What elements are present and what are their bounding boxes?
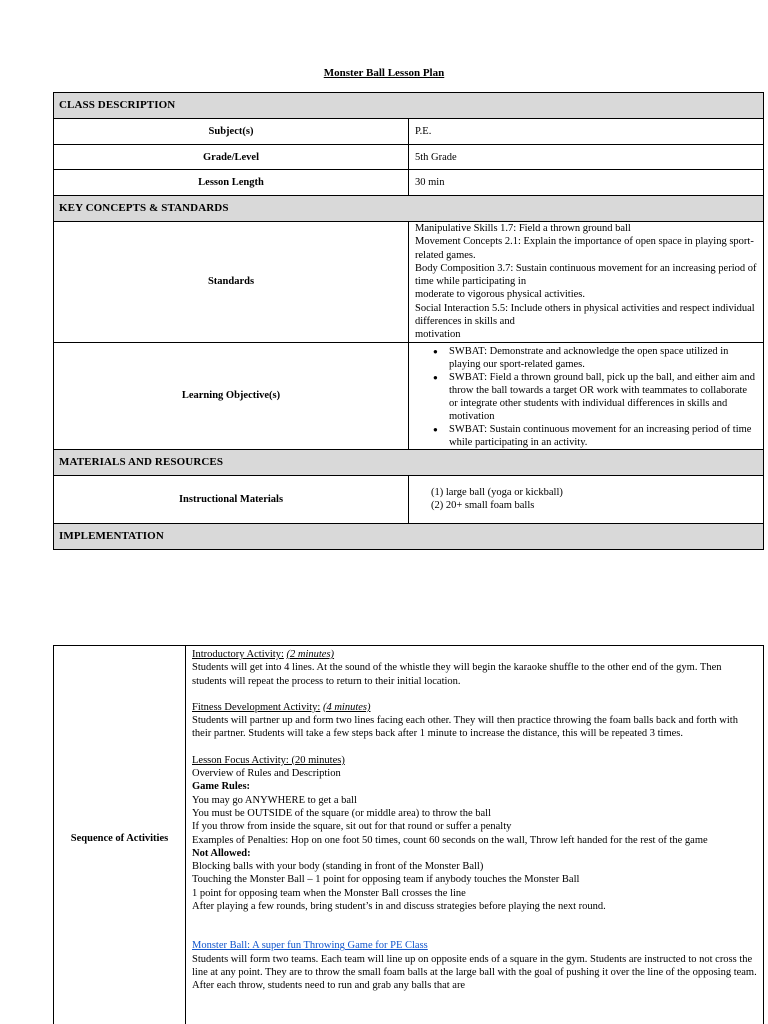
list-item: ● SWBAT: Demonstrate and acknowledge the open space utilized in playing our sport-related games. xyxy=(433,345,757,371)
video-link[interactable] xyxy=(192,939,757,952)
standard-line: Manipulative Skills 1.7: Field a thrown ground ball xyxy=(415,223,631,234)
row-instructional-materials xyxy=(54,475,764,523)
instructional-materials-label: Instructional Materials xyxy=(54,475,409,523)
objectives-list xyxy=(415,345,757,449)
standard-line: Body Composition 3.7: Sustain continuous movement for an increasing period of time while participating in xyxy=(415,262,757,288)
monster-ball-link[interactable]: Monster Ball: A super fun Throwing Game for PE Class xyxy=(192,940,428,952)
lesson-length-value: 30 min xyxy=(409,170,764,196)
row-standards xyxy=(54,222,764,343)
standard-line: Movement Concepts 2.1: Explain the importance of open space in playing sport-related games. xyxy=(415,236,754,261)
section-heading: MATERIALS AND RESOURCES xyxy=(54,449,764,475)
intro-heading: Introductory Activity: (2 minutes) xyxy=(192,649,335,660)
subject-value: P.E. xyxy=(409,119,764,145)
row-learning-objectives xyxy=(54,342,764,449)
row-subject xyxy=(54,119,764,145)
sequence-text xyxy=(186,646,764,1024)
section-class-description xyxy=(54,93,764,119)
document-title: Monster Ball Lesson Plan xyxy=(323,67,445,79)
not-allowed-item: Blocking balls with your body (standing in front of the Monster Ball) xyxy=(192,861,484,873)
section-heading: KEY CONCEPTS & STANDARDS xyxy=(54,196,764,222)
materials-list xyxy=(415,486,757,512)
intro-text: Students will get into 4 lines. At the sound of the whistle they will begin the karaoke shuffle to the other end of the gym. Then students will repeat the process to return to their initial location. xyxy=(192,662,722,687)
game-rule: If you throw from inside the square, sit out for that round or suffer a penalty xyxy=(192,821,512,833)
sequence-label: Sequence of Activities xyxy=(54,646,186,1024)
fitness-heading: Fitness Development Activity: (4 minutes) xyxy=(192,701,371,713)
list-item: ● SWBAT: Sustain continuous movement for an increasing period of time while participating in an activity. xyxy=(433,423,757,449)
focus-heading: Lesson Focus Activity: (20 minutes) xyxy=(192,754,345,766)
not-allowed-item: 1 point for opposing team when the Monster Ball crosses the line xyxy=(192,887,466,899)
subject-label: Subject(s) xyxy=(54,119,409,145)
section-key-concepts xyxy=(54,196,764,222)
lesson-length-label: Lesson Length xyxy=(54,170,409,196)
not-allowed-item: After playing a few rounds, bring student’s in and discuss strategies before playing the next round. xyxy=(192,901,606,913)
standard-line: moderate to vigorous physical activities. xyxy=(415,289,585,301)
game-description: Students will form two teams. Each team will line up on opposite ends of a square in the gym. Students are instructed to not cross the line at any point. They are to throw the small foam balls at the large ball with the goal of pushing it over the line of the opposing team. After each throw, students need to run and grab any balls that are xyxy=(192,953,757,992)
row-lesson-length xyxy=(54,170,764,196)
section-heading: IMPLEMENTATION xyxy=(54,523,764,549)
list-item: ● SWBAT: Field a thrown ground ball, pick up the ball, and either aim and throw the ball towards a target OR work with teammates to collaborate or integrate other students with individual differences in skills and motivation xyxy=(433,371,757,423)
standards-label: Standards xyxy=(54,222,409,343)
game-rule: You must be OUTSIDE of the square (or middle area) to throw the ball xyxy=(192,807,491,819)
grade-label: Grade/Level xyxy=(54,145,409,170)
instructional-materials-cell xyxy=(409,475,764,523)
list-item: (1) large ball (yoga or kickball) xyxy=(431,487,563,499)
sequence-table xyxy=(53,645,764,1024)
list-item: (2) 20+ small foam balls xyxy=(431,500,535,512)
game-rule: Examples of Penalties: Hop on one foot 50 times, count 60 seconds on the wall, Throw left handed for the rest of the game xyxy=(192,834,708,846)
lesson-plan-table xyxy=(53,92,764,550)
objectives-label: Learning Objective(s) xyxy=(54,342,409,449)
game-rules-heading: Game Rules: xyxy=(192,781,251,793)
fitness-text: Students will partner up and form two lines facing each other. They will then practice throwing the foam balls back and forth with their partner. Students will take a few steps back after 1 minute to increase the distance, this will be repeated 3 times. xyxy=(192,715,738,740)
section-heading: CLASS DESCRIPTION xyxy=(54,93,764,119)
overview-text: Overview of Rules and Description xyxy=(192,768,341,780)
row-sequence-of-activities xyxy=(54,646,764,1024)
section-implementation xyxy=(54,523,764,549)
not-allowed-heading: Not Allowed: xyxy=(192,847,251,859)
row-grade xyxy=(54,145,764,170)
game-rule: You may go ANYWHERE to get a ball xyxy=(192,794,357,806)
objectives-list-cell xyxy=(409,342,764,449)
not-allowed-item: Touching the Monster Ball – 1 point for opposing team if anybody touches the Monster Ball xyxy=(192,874,580,886)
section-materials xyxy=(54,449,764,475)
grade-value: 5th Grade xyxy=(409,145,764,170)
standards-text xyxy=(409,222,764,343)
standard-line: motivation xyxy=(415,329,461,341)
standard-line: Social Interaction 5.5: Include others in physical activities and respect individual differences in skills and xyxy=(415,302,755,328)
